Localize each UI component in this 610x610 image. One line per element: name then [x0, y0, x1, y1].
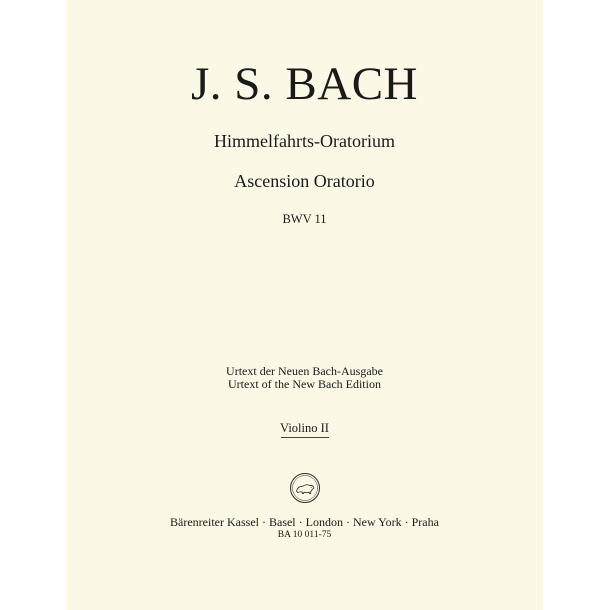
urtext-german: Urtext der Neuen Bach-Ausgabe [226, 364, 383, 378]
part-name: Violino II [280, 421, 329, 435]
cover-page [66, 0, 543, 610]
composer-name: J. S. BACH [190, 58, 418, 110]
publisher-catalog-number: BA 10 011-75 [277, 530, 332, 540]
title-german: Himmelfahrts-Oratorium [214, 131, 395, 151]
publisher-line: Bärenreiter Kassel · Basel · London · New York · Praha [170, 515, 439, 529]
catalogue-number: BWV 11 [282, 212, 327, 226]
title-english: Ascension Oratorio [234, 171, 375, 191]
baerenreiter-bear-seal-icon [289, 472, 321, 504]
part-underline [281, 437, 329, 438]
urtext-english: Urtext of the New Bach Edition [228, 377, 381, 391]
